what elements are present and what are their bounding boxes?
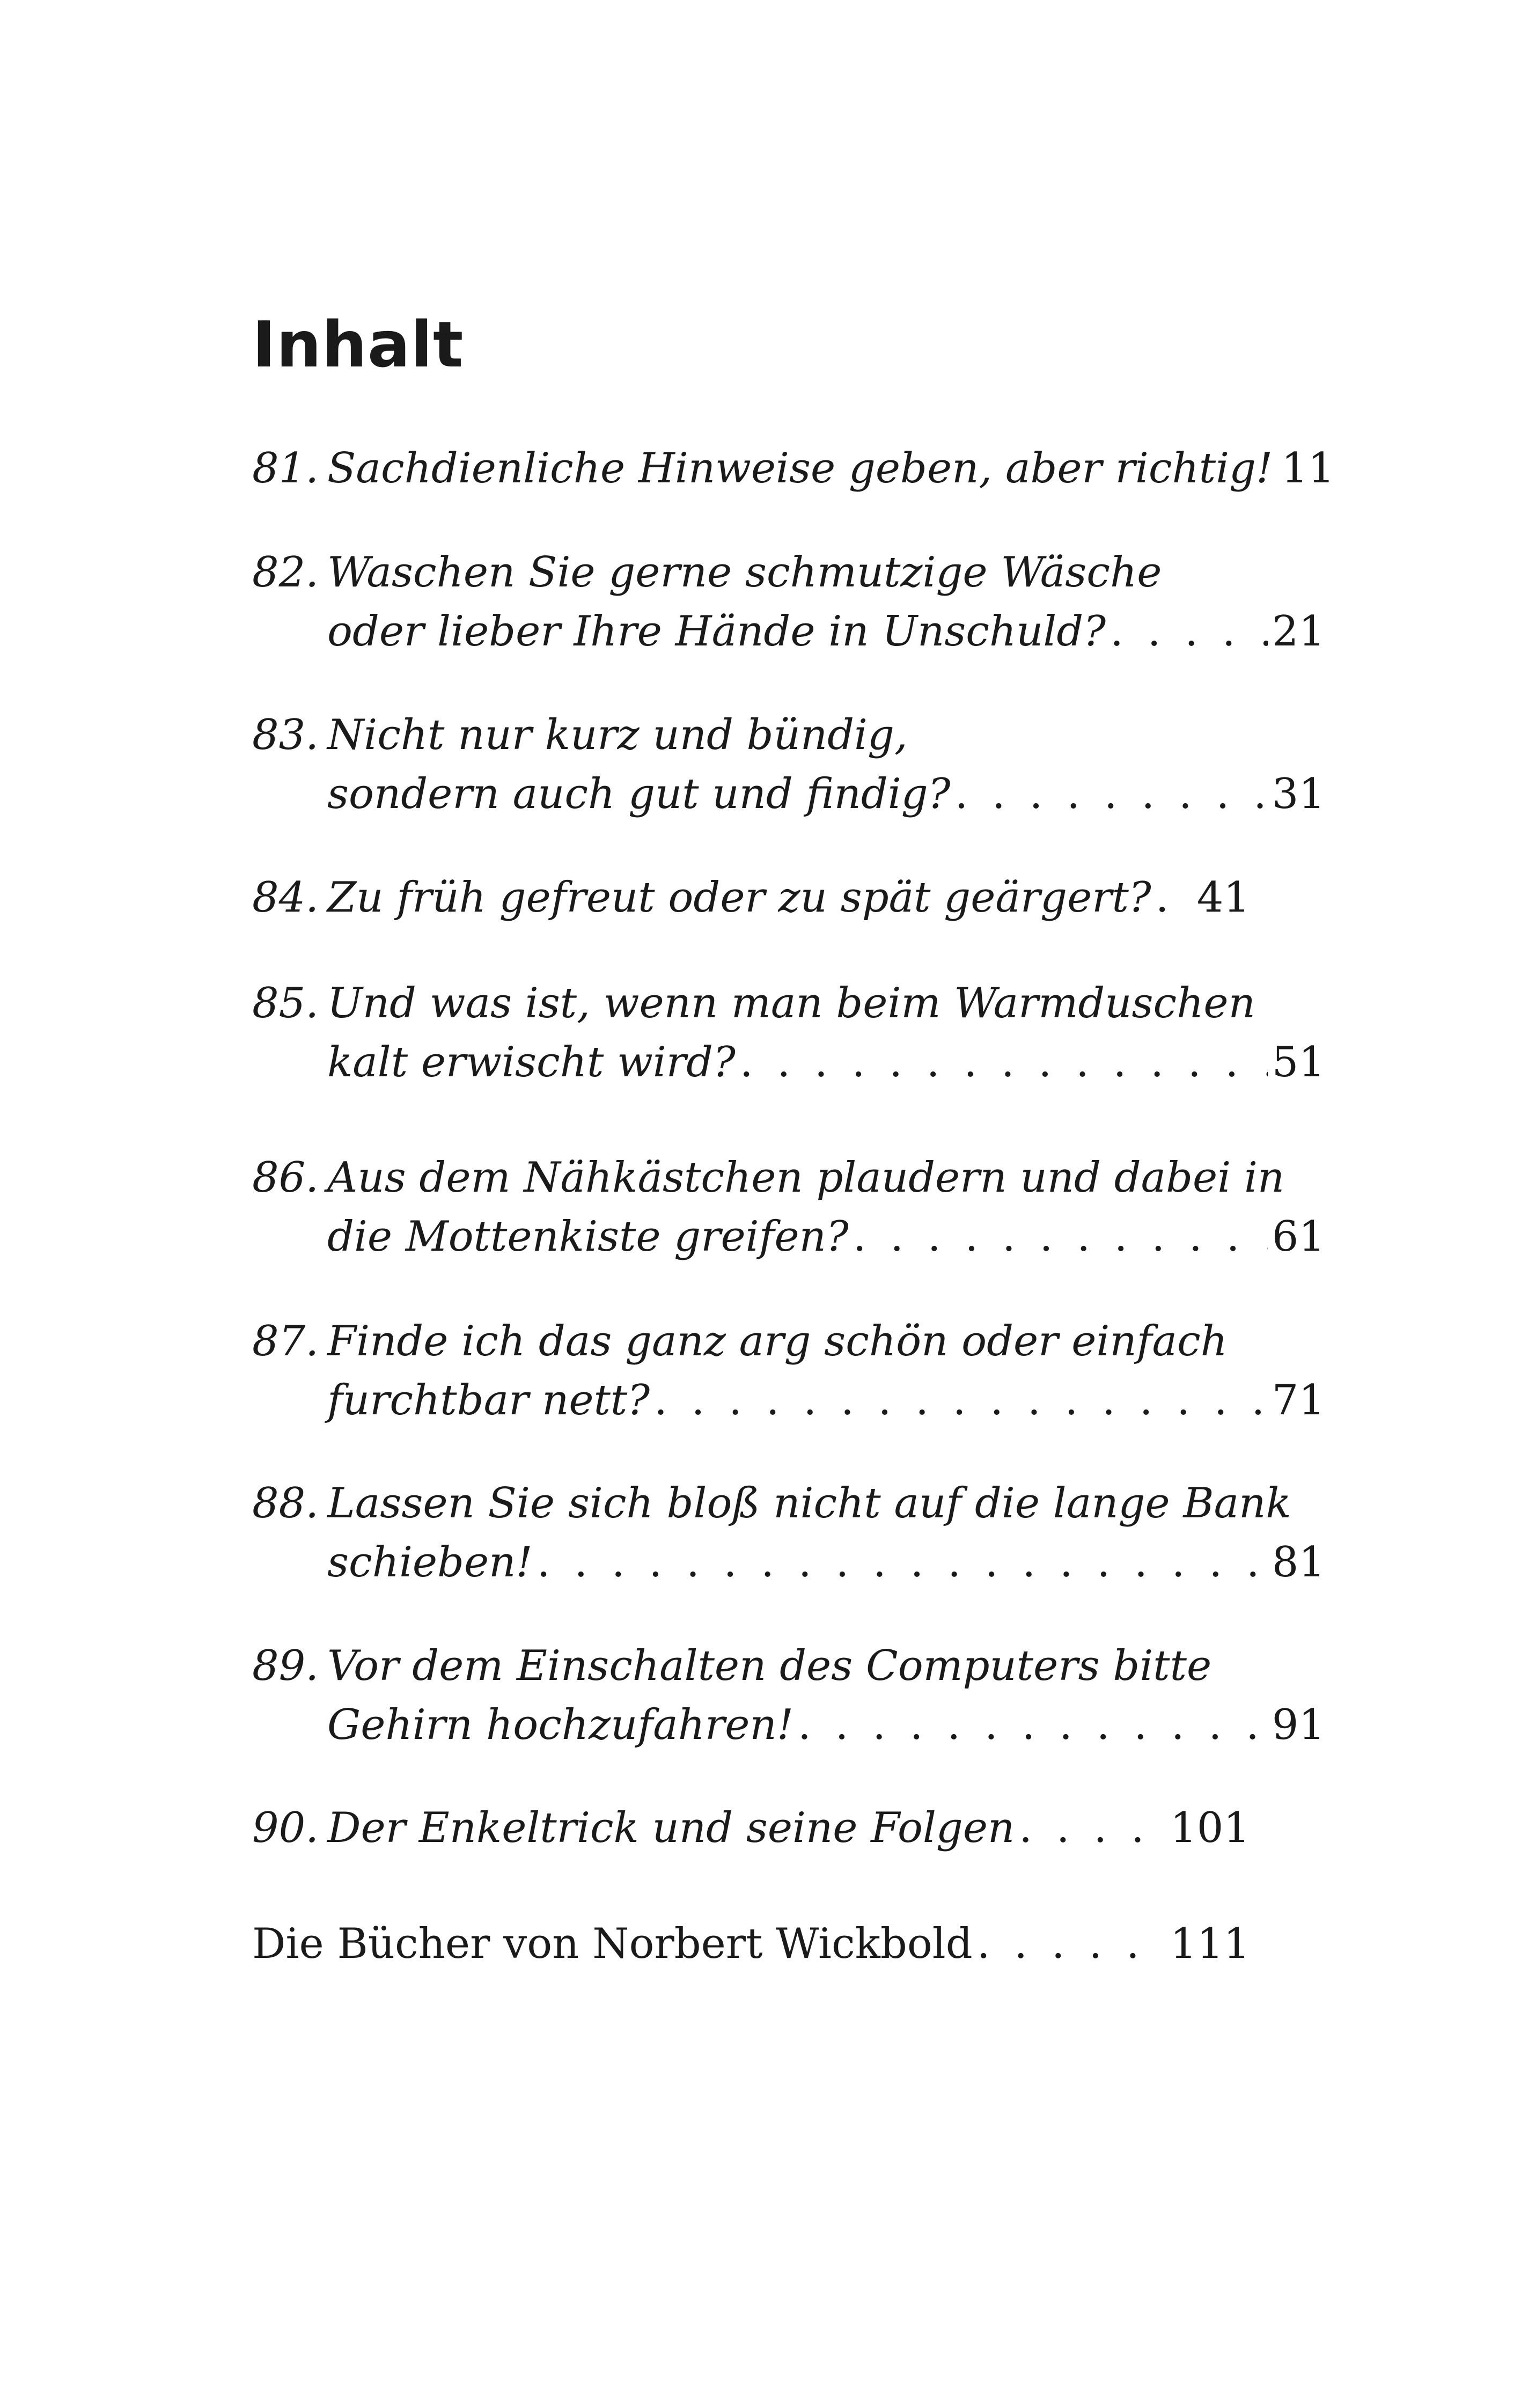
entry-title-line: Gehirn hochzufahren!: [327, 1701, 794, 1749]
toc-entry-82: [252, 543, 1325, 661]
entry-number: 82.: [252, 548, 319, 597]
appendix-page-number: 111: [1170, 1920, 1250, 1968]
entry-page-number: 81: [1272, 1538, 1325, 1587]
leader-dots: [537, 1533, 1268, 1592]
entry-title-line: Nicht nur kurz und bündig,: [327, 711, 908, 759]
leader-dots: [654, 1371, 1268, 1430]
toc-entry-81: [252, 439, 1335, 498]
entry-page-number: 31: [1272, 770, 1325, 818]
entry-title-line: schieben!: [327, 1538, 533, 1587]
entry-title-line: Und was ist, wenn man beim Warmduschen: [327, 979, 1255, 1027]
entry-title-line: furchtbar nett?: [327, 1376, 650, 1425]
entry-title-line: Finde ich das ganz arg schön oder einfach: [327, 1317, 1228, 1365]
entry-title-line: Aus dem Nähkästchen plaudern und dabei in: [327, 1154, 1285, 1202]
entry-title-line: kalt erwischt wird?: [327, 1038, 736, 1086]
toc-entry-85: [252, 974, 1325, 1092]
entry-number: 85.: [252, 979, 319, 1027]
leader-dots: [1110, 602, 1268, 661]
entry-number: 81.: [252, 444, 319, 493]
page-title: Inhalt: [252, 307, 464, 381]
entry-page-number: 11: [1281, 444, 1335, 493]
leader-dots: [853, 1207, 1268, 1266]
entry-page-number: 51: [1272, 1038, 1325, 1086]
entry-page-number: 21: [1272, 607, 1325, 656]
entry-number: 90.: [252, 1804, 319, 1852]
entry-number: 88.: [252, 1479, 319, 1528]
entry-title-line: Vor dem Einschalten des Computers bitte: [327, 1642, 1212, 1690]
entry-title-line: Zu früh gefreut oder zu spät geärgert?: [327, 873, 1151, 922]
entry-page-number: 41: [1196, 873, 1250, 922]
entry-number: 83.: [252, 711, 319, 759]
entry-title-line: die Mottenkiste greifen?: [327, 1213, 849, 1261]
toc-entry-89: [252, 1636, 1325, 1754]
entry-page-number: 101: [1170, 1804, 1250, 1852]
appendix-title: Die Bücher von Norbert Wickbold: [252, 1920, 973, 1968]
entry-page-number: 61: [1272, 1213, 1325, 1261]
leader-dots: [740, 1033, 1268, 1092]
entry-title-line: Waschen Sie gerne schmutzige Wäsche: [327, 548, 1162, 597]
leader-dots: [798, 1695, 1268, 1754]
entry-number: 89.: [252, 1642, 319, 1690]
toc-entry-87: [252, 1312, 1325, 1430]
entry-page-number: 91: [1272, 1701, 1325, 1749]
table-of-contents: [252, 0, 1335, 2408]
entry-title-line: Lassen Sie sich bloß nicht auf die lange Bank: [327, 1479, 1291, 1528]
entry-title-line: oder lieber Ihre Hände in Unschuld?: [327, 607, 1106, 656]
leader-dots: [954, 765, 1267, 824]
entry-title-line: sondern auch gut und findig?: [327, 770, 951, 818]
leader-dots: [1156, 868, 1193, 927]
entry-page-number: 71: [1272, 1376, 1325, 1425]
toc-entry-90: [252, 1798, 1250, 1858]
toc-entry-86: [252, 1148, 1325, 1266]
entry-title-line: Der Enkeltrick und seine Folgen: [327, 1804, 1015, 1852]
entry-title-line: Sachdienliche Hinweise geben, aber richtig!: [327, 444, 1273, 493]
leader-dots: [977, 1914, 1166, 1973]
entry-number: 87.: [252, 1317, 319, 1365]
toc-entry-88: [252, 1474, 1325, 1592]
entry-number: 86.: [252, 1154, 319, 1202]
entry-number: 84.: [252, 873, 319, 922]
toc-entry-83: [252, 706, 1325, 824]
toc-entry-84: [252, 868, 1250, 927]
leader-dots: [1019, 1798, 1166, 1858]
toc-entry-appendix: [252, 1914, 1250, 1973]
